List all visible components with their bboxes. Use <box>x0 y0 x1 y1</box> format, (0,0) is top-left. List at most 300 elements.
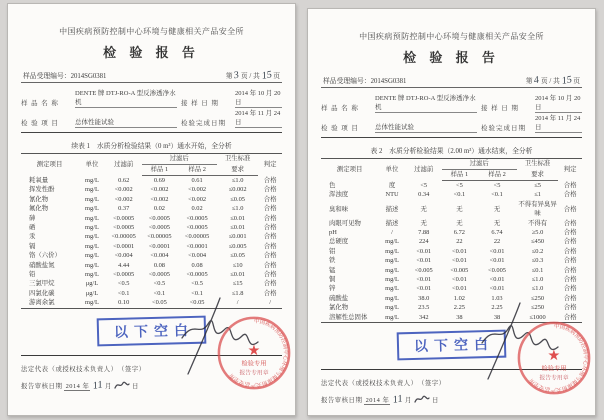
seal-star-icon: ★ <box>547 347 561 364</box>
report-date-year: 2014 年 <box>365 397 390 405</box>
sample-number-value: 2014SG0381 <box>70 73 107 80</box>
table-row <box>21 242 282 251</box>
table-cell: 2.25 <box>453 304 465 312</box>
table-cell: ≤450 <box>531 238 545 246</box>
table-cell: <0.5 <box>191 280 203 288</box>
table-cell: ≤0.2 <box>531 247 544 255</box>
handwritten-page-no: 3 <box>233 69 241 82</box>
table-cell: 合格 <box>263 205 277 213</box>
table-cell: 合格 <box>563 266 577 274</box>
page-number <box>526 75 580 85</box>
table-cell: 氟化物 <box>29 205 49 213</box>
table-cell: mg/L <box>85 252 99 260</box>
table-cell: 合格 <box>263 242 277 250</box>
table-cell: ≤1.0 <box>231 205 244 213</box>
col-sample2: 样品 2 <box>177 165 217 176</box>
table-cell: <0.0005 <box>148 271 170 279</box>
table-row <box>21 251 282 260</box>
table-body <box>21 176 282 309</box>
table-cell: 合格 <box>563 191 577 199</box>
table-cell: 7.88 <box>418 229 430 237</box>
table-cell: ≤0.002 <box>228 186 247 194</box>
table-row <box>21 298 282 308</box>
table-cell: 无 <box>493 219 501 227</box>
table-cell: 合格 <box>263 195 277 203</box>
table-cell: mg/L <box>85 233 99 241</box>
table-cell: mg/L <box>85 261 99 269</box>
table-cell: 6.72 <box>453 229 465 237</box>
table-cell: <0.01 <box>451 247 467 255</box>
table-head <box>321 159 582 181</box>
table-row <box>21 289 282 298</box>
table-cell: ≤0.05 <box>230 252 245 260</box>
table-cell: ≤1.0 <box>531 285 544 293</box>
table-cell: ≤250 <box>531 294 545 302</box>
table-row <box>321 294 582 303</box>
table-cell: 挥发性酚 <box>29 186 55 194</box>
table-cell: ≥5.0 <box>531 229 544 237</box>
table-cell: 描述 <box>385 205 399 213</box>
table-cell: ≤1000 <box>529 313 546 321</box>
report-date-line <box>321 394 582 405</box>
table-cell: <0.01 <box>451 285 467 293</box>
handwritten-month: 11 <box>391 393 404 406</box>
table-cell: mg/L <box>385 276 399 284</box>
table-row <box>321 200 582 219</box>
table-cell: 合格 <box>563 294 577 302</box>
complete-date-value: 2014 年 11 月 24 日 <box>235 110 281 126</box>
table-cell: <0.01 <box>489 247 505 255</box>
table-cell: <0.01 <box>416 285 432 293</box>
table-row <box>321 237 582 246</box>
water-quality-table <box>321 158 582 323</box>
table-cell: 0.02 <box>191 205 203 213</box>
table-cell: 氰化物 <box>29 195 49 203</box>
table-cell: 硝酸盐氮 <box>29 261 55 269</box>
table-cell: 硒 <box>29 224 36 232</box>
table-cell: <0.0005 <box>148 214 170 222</box>
divider-rule <box>321 137 582 138</box>
table-cell: 合格 <box>263 233 277 241</box>
table-cell: 1.03 <box>491 294 503 302</box>
table-cell: <0.1 <box>153 289 166 297</box>
signer-label: 法定代表（或授权技术负责人） （签字） <box>21 365 146 373</box>
col-item: 测定项目 <box>36 160 63 168</box>
table-cell: mg/L <box>85 224 99 232</box>
registration-line <box>321 75 582 88</box>
test-item-value: 总体性能试验 <box>75 117 177 128</box>
col-unit: 单位 <box>385 165 399 173</box>
handwritten-page-total: 15 <box>260 69 273 82</box>
table-cell: 浑浊度 <box>329 191 349 199</box>
table-cell: mg/L <box>85 186 99 194</box>
table-cell: <0.5 <box>117 280 130 288</box>
table-cell: <0.002 <box>114 186 133 194</box>
table-cell: <0.05 <box>152 299 167 307</box>
table-cell: 合格 <box>563 219 577 227</box>
table-row <box>321 256 582 265</box>
table-cell: 无 <box>420 219 427 227</box>
table-cell: 溶解性总固体 <box>329 313 368 321</box>
table-cell: <5 <box>455 182 463 189</box>
table-cell: <0.01 <box>489 276 505 284</box>
table-cell: 合格 <box>563 247 577 255</box>
table-cell: <5 <box>420 181 428 189</box>
page-suffix: 页 <box>273 73 280 80</box>
col-standard2: 要求 <box>517 170 559 181</box>
handwritten-month: 11 <box>91 378 104 392</box>
table-cell: <0.002 <box>114 195 133 203</box>
table-cell: ≤0.3 <box>531 257 544 265</box>
col-after: 过滤后 <box>442 159 517 170</box>
report-page-left <box>7 3 296 416</box>
report-date-year: 2014 年 <box>65 382 90 390</box>
test-item-label: 检 验 项 目 <box>21 120 59 127</box>
table-cell: mg/L <box>385 304 399 312</box>
sample-number <box>323 75 406 85</box>
page-number <box>226 70 280 80</box>
table-cell: / <box>269 299 272 307</box>
col-after: 过滤后 <box>142 154 217 165</box>
table-row <box>321 266 582 275</box>
table-cell: 铅 <box>29 271 36 279</box>
report-title: 检 验 报 告 <box>403 50 500 65</box>
table-cell: 色 <box>329 181 336 189</box>
complete-date-label: 检验完成日期 <box>181 120 226 127</box>
table-cell: <0.0005 <box>186 214 208 222</box>
table-cell: mg/L <box>385 238 399 246</box>
receive-date-label: 接 样 日 期 <box>481 105 519 112</box>
table-cell: 0.02 <box>153 205 165 213</box>
sample-name-value: DENTE 牌 DTJ-RO-A 型反渗透净水机 <box>75 90 176 106</box>
table-cell: <0.0005 <box>186 271 208 279</box>
table-cell: 合格 <box>263 289 277 297</box>
table-cell: 38.0 <box>418 294 430 302</box>
table-row <box>321 190 582 199</box>
table-cell: <0.1 <box>491 191 503 199</box>
table-cell: <0.05 <box>189 299 205 307</box>
table-cell: <0.005 <box>488 266 506 274</box>
sample-name-label: 样 品 名 称 <box>321 105 359 112</box>
table-cell: 总硬度 <box>329 238 349 246</box>
table-cell: <0.002 <box>150 186 169 194</box>
table-cell: 无 <box>456 205 463 213</box>
table-cell: mg/L <box>385 294 399 302</box>
table-cell: 0.08 <box>153 261 165 269</box>
seal-star-icon: ★ <box>247 342 261 359</box>
month-label: 月 <box>104 382 112 390</box>
table-cell: NTU <box>385 191 399 199</box>
table-cell: <0.004 <box>150 252 169 260</box>
sample-name-value: DENTE 牌 DTJ-RO-A 型反渗透净水机 <box>375 95 476 111</box>
table-cell: 合格 <box>263 224 277 232</box>
divider-rule <box>21 132 282 133</box>
table-body <box>321 181 582 323</box>
table-cell: <0.00005 <box>111 233 136 241</box>
signature-rule <box>321 369 582 370</box>
page-prefix: 第 <box>525 78 533 85</box>
col-sample1: 样品 1 <box>142 165 178 176</box>
signature-rule <box>21 355 282 356</box>
table-cell: ≤0.1 <box>531 266 544 274</box>
table-cell: 6.74 <box>491 229 503 237</box>
table-cell: ≤1.0 <box>531 276 544 284</box>
table-cell: 汞 <box>29 233 36 241</box>
table-title: 续表 1 水质分析检验结果（0 m³）通水开始，全分析 <box>71 143 232 150</box>
table-cell: ≤1.0 <box>231 177 244 184</box>
table-cell: 合格 <box>563 285 577 293</box>
sample-number-value: 2014SG0381 <box>370 78 407 85</box>
sample-name-label: 样 品 名 称 <box>21 100 59 107</box>
table-cell: mg/L <box>85 214 99 222</box>
report-date-label: 报告审核日期 <box>321 397 363 405</box>
table-cell: 臭和味 <box>329 205 349 213</box>
table-cell: <5 <box>493 182 501 189</box>
table-cell: ≤1.8 <box>231 289 244 297</box>
table-cell: <0.1 <box>453 191 466 199</box>
table-cell: mg/L <box>385 313 399 321</box>
table-cell: <0.1 <box>117 289 130 297</box>
table-cell: <0.0005 <box>148 224 170 232</box>
handwritten-day-scribble <box>114 380 130 390</box>
svg-text:检验专用: 检验专用 <box>541 365 567 373</box>
complete-date-label: 检验完成日期 <box>481 125 526 132</box>
table-cell: μg/L <box>85 280 99 288</box>
table-cell: <0.002 <box>188 186 207 194</box>
table-cell: 耗氧量 <box>29 176 49 184</box>
table-cell: mg/L <box>85 205 99 213</box>
table-cell: <0.5 <box>153 280 166 288</box>
table-row <box>21 204 282 213</box>
table-cell: 0.08 <box>191 261 203 269</box>
test-item-label: 检 验 项 目 <box>321 125 359 132</box>
table-cell: 四氯化碳 <box>29 289 55 297</box>
table-cell: <0.00005 <box>184 233 210 241</box>
table-row <box>21 195 282 204</box>
table-cell: <0.0001 <box>148 242 170 250</box>
table-cell: 合格 <box>263 280 277 288</box>
day-label: 日 <box>432 397 439 405</box>
sample-info-block <box>321 93 582 133</box>
table-cell: 342 <box>418 313 429 321</box>
table-row <box>321 219 582 228</box>
table-cell: <0.002 <box>150 195 169 203</box>
table-cell: mg/L <box>85 242 99 250</box>
blank-below-stamp: 以下空白 <box>97 315 207 346</box>
table-cell: <0.0001 <box>186 242 208 250</box>
table-row <box>21 214 282 223</box>
svg-text:中国疾病预防控制中心环境与健康相关产品安全所: 中国疾病预防控制中心环境与健康相关产品安全所 <box>528 323 589 393</box>
table-cell: / <box>391 229 393 237</box>
table-row <box>321 275 582 284</box>
table-cell: mg/L <box>385 257 399 265</box>
table-cell: 不得有异臭异味 <box>518 200 557 218</box>
table-cell: mg/L <box>385 285 399 293</box>
table-cell: 合格 <box>563 304 577 312</box>
table-cell: <0.01 <box>489 285 505 293</box>
table-cell: <0.004 <box>188 252 207 260</box>
table-cell: 不得有 <box>527 219 548 227</box>
table-cell: <0.01 <box>416 257 432 265</box>
table-head <box>21 154 282 176</box>
signer-label: 法定代表（或授权技术负责人） （签字） <box>321 380 446 388</box>
table-cell: <0.005 <box>450 266 469 274</box>
table-cell: 砷 <box>29 214 36 222</box>
table-cell: <0.01 <box>416 276 432 284</box>
table-cell: <0.004 <box>114 252 133 260</box>
col-standard2: 要求 <box>217 165 258 176</box>
sample-number-label: 样品受理编号： <box>323 78 371 85</box>
table-cell: μg/L <box>85 289 99 297</box>
report-date-line <box>21 380 282 391</box>
table-cell: <0.01 <box>416 247 432 255</box>
table-cell: 224 <box>418 238 429 246</box>
table-cell: ≤15 <box>232 280 243 288</box>
table-cell: mg/L <box>85 271 99 279</box>
table-cell: 38 <box>456 313 463 321</box>
table-cell: ≤0.05 <box>230 195 245 203</box>
table-cell: 22 <box>456 238 463 246</box>
page-prefix: 第 <box>225 73 233 80</box>
table-cell: 合格 <box>263 214 277 222</box>
table-cell: 合格 <box>563 313 577 321</box>
table-row <box>21 223 282 232</box>
table-row <box>21 232 282 241</box>
table-cell: 0.37 <box>118 205 130 213</box>
table-row <box>321 228 582 237</box>
table-cell: ≤5 <box>534 182 541 189</box>
sample-number <box>23 70 106 80</box>
page-suffix: 页 <box>573 78 580 85</box>
table-row <box>21 261 282 270</box>
handwritten-day-scribble <box>414 394 430 404</box>
table-cell: 1.02 <box>453 294 465 302</box>
table-row <box>21 185 282 194</box>
table-cell: ≤10 <box>232 261 243 269</box>
table-cell: <0.1 <box>191 289 203 297</box>
col-before: 过滤前 <box>414 165 434 173</box>
table-cell: ≤0.01 <box>230 271 245 279</box>
table-cell: <0.01 <box>451 257 467 265</box>
table-cell: 23.5 <box>418 304 430 312</box>
complete-date-value: 2014 年 11 月 24 日 <box>535 115 581 131</box>
table-cell: 合格 <box>563 276 577 284</box>
receive-date-value: 2014 年 10 月 20 日 <box>235 90 281 106</box>
table-cell: 锌 <box>329 285 336 293</box>
table-title: 表 2 水质分析检验结果（2.00 m³）通水结束，全分析 <box>370 148 533 155</box>
table-cell: mg/L <box>85 176 99 184</box>
table-cell: 合格 <box>263 271 277 279</box>
table-cell: 合格 <box>563 238 577 246</box>
table-cell: 硫酸盐 <box>329 294 349 302</box>
table-row <box>321 303 582 312</box>
table-cell: <0.005 <box>414 266 433 274</box>
receive-date-label: 接 样 日 期 <box>181 100 219 107</box>
table-cell: 0.69 <box>153 177 165 184</box>
handwritten-page-no: 4 <box>533 74 541 87</box>
report-title: 检 验 报 告 <box>103 45 200 60</box>
sample-info-block <box>21 88 282 128</box>
test-item-value: 总体性能试验 <box>375 122 477 133</box>
col-standard: 卫生标准 <box>224 155 251 163</box>
report-page-right <box>307 8 596 416</box>
table-row <box>321 181 582 191</box>
svg-text:检验专用: 检验专用 <box>241 360 267 368</box>
table-cell: 22 <box>493 238 501 246</box>
table-cell: 度 <box>388 181 396 189</box>
table-cell: ≤250 <box>531 304 545 312</box>
col-before: 过滤前 <box>114 160 134 168</box>
table-cell: 合格 <box>263 252 277 260</box>
table-cell: 合格 <box>563 257 577 265</box>
report-date-label: 报告审核日期 <box>21 382 63 390</box>
table-cell: 铬（六价） <box>29 252 61 260</box>
svg-text:报告专用章: 报告专用章 <box>239 370 269 377</box>
table-cell: 0.62 <box>118 176 130 184</box>
table-cell: 描述 <box>385 219 399 227</box>
table-cell: 氯化物 <box>329 304 349 312</box>
table-cell: pH <box>329 229 337 237</box>
table-cell: <0.00005 <box>147 233 172 241</box>
table-cell: 合格 <box>563 181 577 189</box>
table-cell: 合格 <box>563 205 577 213</box>
col-item: 测定项目 <box>336 165 363 173</box>
day-label: 日 <box>132 382 139 390</box>
table-cell: mg/L <box>385 247 399 255</box>
table-cell: / <box>236 299 239 307</box>
table-cell: 38 <box>493 313 501 321</box>
table-cell: ≤0.005 <box>228 242 247 250</box>
sample-number-label: 样品受理编号： <box>23 73 71 80</box>
col-standard: 卫生标准 <box>524 160 551 168</box>
table-cell: 合格 <box>263 176 277 184</box>
col-sample2: 样品 2 <box>477 170 517 181</box>
month-label: 月 <box>404 397 412 405</box>
svg-text:中国疾病预防控制中心环境与健康相关产品安全所: 中国疾病预防控制中心环境与健康相关产品安全所 <box>228 318 289 388</box>
table-cell: <0.0005 <box>113 214 135 222</box>
table-cell: 无 <box>420 205 427 213</box>
col-verdict: 判定 <box>263 160 277 168</box>
table-cell: ≤0.001 <box>228 233 247 241</box>
table-cell: 铁 <box>329 257 336 265</box>
table-cell: 0.61 <box>191 177 203 184</box>
table-cell: <0.002 <box>188 195 207 203</box>
table-cell: 0.10 <box>118 299 130 307</box>
table-cell: 合格 <box>263 261 277 269</box>
table-cell: mg/L <box>85 299 99 307</box>
table-row <box>321 247 582 256</box>
table-cell: 无 <box>493 205 501 213</box>
table-cell: 2.25 <box>491 304 503 312</box>
table-cell: <0.0001 <box>113 242 135 250</box>
col-unit: 单位 <box>85 160 99 168</box>
table-cell: 游离余氯 <box>29 299 55 307</box>
blank-below-stamp: 以下空白 <box>397 330 507 361</box>
table-row <box>21 270 282 279</box>
table-cell: 4.44 <box>118 261 130 269</box>
table-cell: ≤0.01 <box>230 214 245 222</box>
table-cell: <0.01 <box>451 276 467 284</box>
table-cell: <0.0005 <box>186 224 208 232</box>
table-row <box>21 279 282 288</box>
receive-date-value: 2014 年 10 月 20 日 <box>535 95 581 111</box>
table-cell: 铝 <box>329 247 336 255</box>
handwritten-page-total: 15 <box>560 74 573 87</box>
col-sample1: 样品 1 <box>442 170 478 181</box>
table-row <box>321 313 582 323</box>
table-cell: 合格 <box>563 229 577 237</box>
col-verdict: 判定 <box>563 165 577 173</box>
